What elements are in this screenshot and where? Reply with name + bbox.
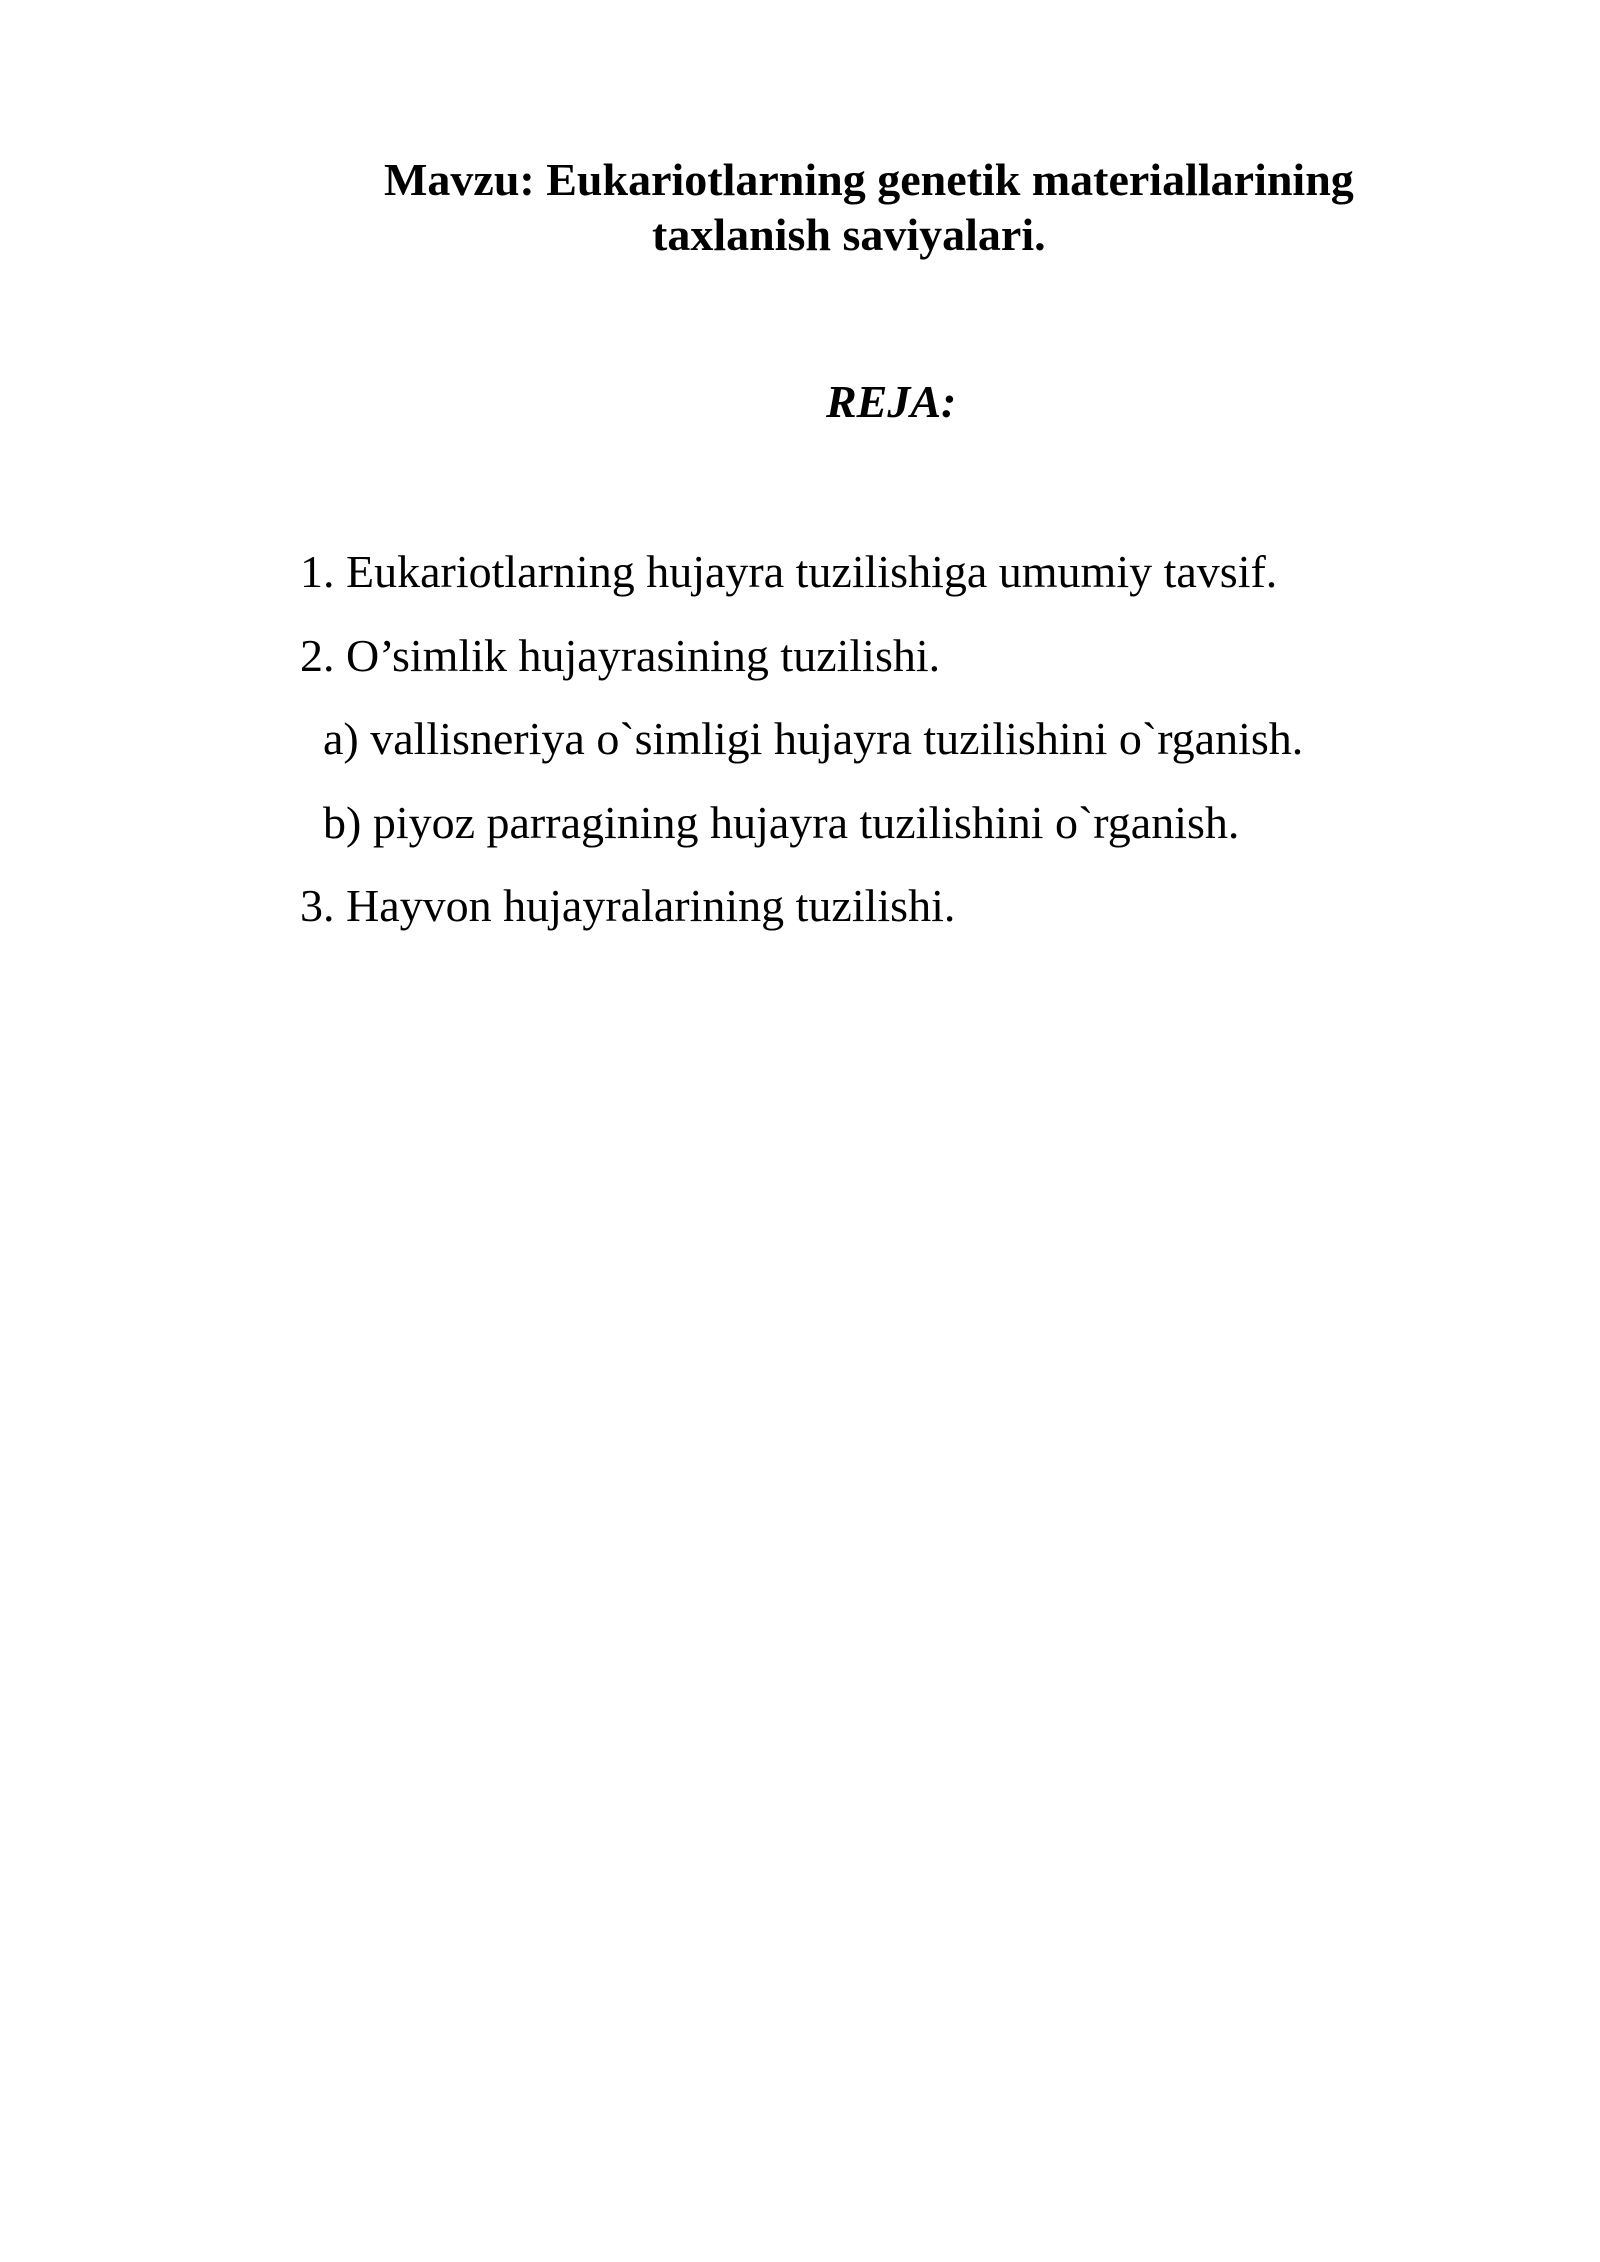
document-title-line-2: taxlanish saviyalari. [652,209,1046,260]
document-title-line-1: Mavzu: Eukariotlarning genetik materiallarining [384,154,1354,205]
plan-item-2: 2. O’simlik hujayrasining tuzilishi. [300,630,941,681]
plan-item-1: 1. Eukariotlarning hujayra tuzilishiga umumiy tavsif. [300,546,1278,597]
plan-heading: REJA: [826,376,957,427]
plan-subitem-b: b) piyoz parragining hujayra tuzilishini o`rganish. [323,797,1240,848]
plan-subitem-a: a) vallisneriya o`simligi hujayra tuzilishini o`rganish. [323,713,1304,764]
plan-item-3: 3. Hayvon hujayralarining tuzilishi. [300,880,956,931]
